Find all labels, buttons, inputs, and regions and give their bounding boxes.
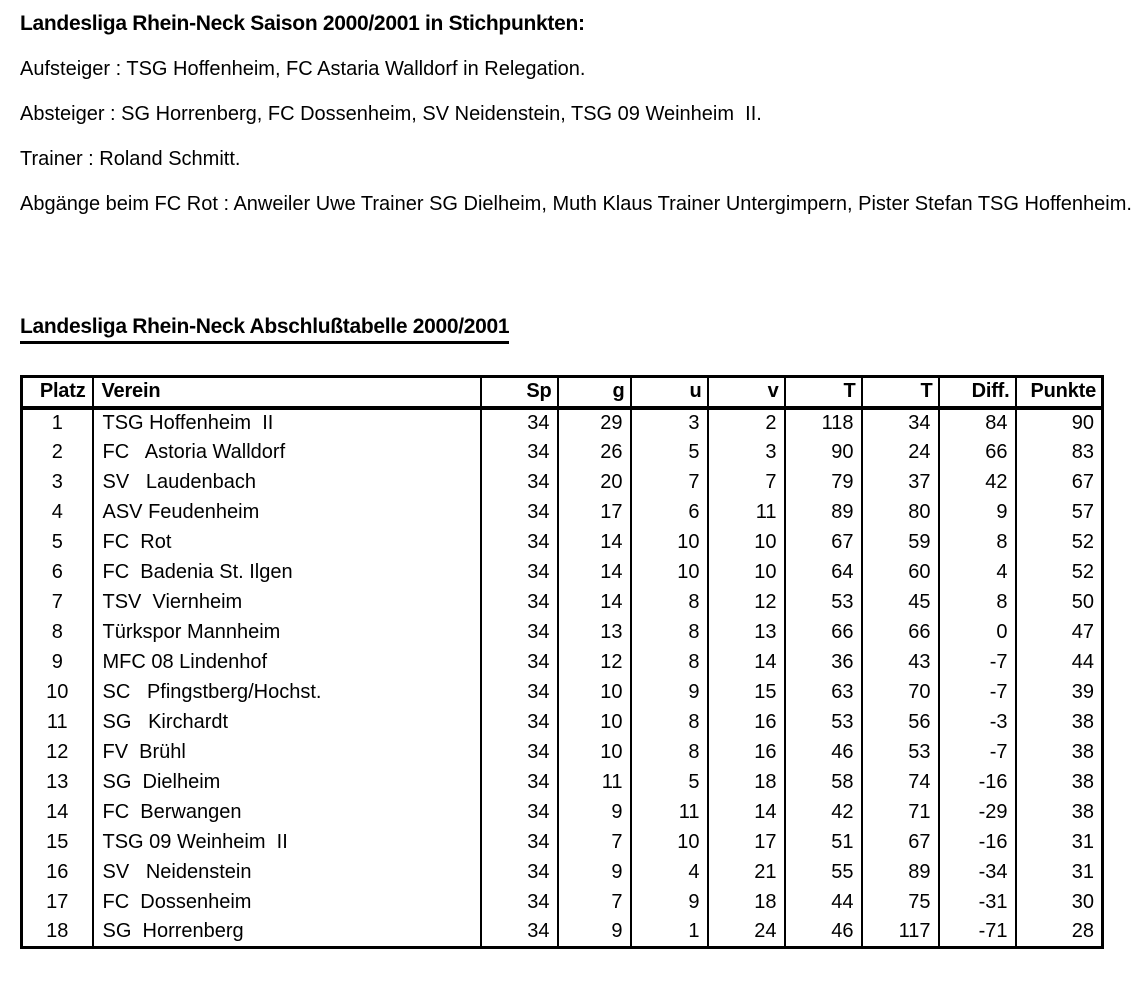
col-header-tore: T (785, 377, 862, 408)
cell-gegentore: 66 (862, 618, 939, 648)
cell-differenz: -16 (939, 828, 1016, 858)
cell-verloren: 16 (708, 738, 785, 768)
cell-unentschieden: 7 (631, 468, 708, 498)
cell-differenz: -29 (939, 798, 1016, 828)
cell-punkte: 67 (1016, 468, 1103, 498)
cell-differenz: -7 (939, 678, 1016, 708)
cell-platz: 16 (22, 858, 93, 888)
cell-verein: SG Horrenberg (93, 918, 481, 948)
cell-unentschieden: 5 (631, 768, 708, 798)
cell-punkte: 44 (1016, 648, 1103, 678)
cell-platz: 12 (22, 738, 93, 768)
table-row (22, 498, 1103, 528)
cell-verloren: 14 (708, 648, 785, 678)
cell-punkte: 50 (1016, 588, 1103, 618)
cell-verloren: 10 (708, 558, 785, 588)
cell-platz: 4 (22, 498, 93, 528)
table-row (22, 618, 1103, 648)
cell-gegentore: 60 (862, 558, 939, 588)
cell-verein: SG Kirchardt (93, 708, 481, 738)
cell-tore: 64 (785, 558, 862, 588)
cell-verloren: 14 (708, 798, 785, 828)
cell-verein: MFC 08 Lindenhof (93, 648, 481, 678)
cell-verloren: 10 (708, 528, 785, 558)
cell-spiele: 34 (481, 888, 558, 918)
cell-spiele: 34 (481, 468, 558, 498)
paragraph-absteiger: Absteiger : SG Horrenberg, FC Dossenheim, SV Neidenstein, TSG 09 Weinheim II. (20, 103, 762, 125)
cell-differenz: 84 (939, 408, 1016, 438)
table-row (22, 738, 1103, 768)
cell-verloren: 11 (708, 498, 785, 528)
cell-differenz: -3 (939, 708, 1016, 738)
cell-gegentore: 53 (862, 738, 939, 768)
table-row (22, 768, 1103, 798)
cell-spiele: 34 (481, 588, 558, 618)
col-header-verloren: v (708, 377, 785, 408)
cell-verloren: 24 (708, 918, 785, 948)
cell-gegentore: 56 (862, 708, 939, 738)
cell-gegentore: 59 (862, 528, 939, 558)
cell-gewonnen: 13 (558, 618, 631, 648)
cell-gewonnen: 14 (558, 558, 631, 588)
table-row (22, 558, 1103, 588)
cell-differenz: 0 (939, 618, 1016, 648)
cell-punkte: 31 (1016, 828, 1103, 858)
cell-differenz: -71 (939, 918, 1016, 948)
cell-unentschieden: 10 (631, 828, 708, 858)
cell-verein: FC Berwangen (93, 798, 481, 828)
cell-platz: 5 (22, 528, 93, 558)
cell-punkte: 30 (1016, 888, 1103, 918)
cell-verein: TSG 09 Weinheim II (93, 828, 481, 858)
cell-platz: 10 (22, 678, 93, 708)
cell-gegentore: 67 (862, 828, 939, 858)
table-row (22, 648, 1103, 678)
cell-gegentore: 75 (862, 888, 939, 918)
cell-platz: 13 (22, 768, 93, 798)
cell-unentschieden: 9 (631, 678, 708, 708)
cell-unentschieden: 5 (631, 438, 708, 468)
cell-unentschieden: 10 (631, 558, 708, 588)
cell-differenz: 8 (939, 528, 1016, 558)
cell-unentschieden: 4 (631, 858, 708, 888)
cell-spiele: 34 (481, 828, 558, 858)
cell-platz: 11 (22, 708, 93, 738)
cell-gewonnen: 9 (558, 858, 631, 888)
paragraph-abgaenge: Abgänge beim FC Rot : Anweiler Uwe Trainer SG Dielheim, Muth Klaus Trainer Untergimpern, Pister Stefan TSG Hoffenheim. (20, 193, 1132, 215)
cell-differenz: -7 (939, 738, 1016, 768)
cell-gewonnen: 10 (558, 708, 631, 738)
cell-verloren: 17 (708, 828, 785, 858)
cell-verloren: 7 (708, 468, 785, 498)
cell-spiele: 34 (481, 408, 558, 438)
cell-platz: 9 (22, 648, 93, 678)
cell-verloren: 16 (708, 708, 785, 738)
page-title: Landesliga Rhein-Neck Saison 2000/2001 in Stichpunkten: (20, 12, 585, 35)
cell-platz: 18 (22, 918, 93, 948)
table-row (22, 468, 1103, 498)
cell-tore: 44 (785, 888, 862, 918)
cell-gegentore: 80 (862, 498, 939, 528)
cell-differenz: 66 (939, 438, 1016, 468)
cell-tore: 89 (785, 498, 862, 528)
cell-gewonnen: 17 (558, 498, 631, 528)
cell-gewonnen: 26 (558, 438, 631, 468)
cell-unentschieden: 8 (631, 738, 708, 768)
cell-verein: FC Dossenheim (93, 888, 481, 918)
cell-verloren: 15 (708, 678, 785, 708)
cell-platz: 8 (22, 618, 93, 648)
cell-tore: 42 (785, 798, 862, 828)
cell-verein: FC Rot (93, 528, 481, 558)
cell-differenz: -7 (939, 648, 1016, 678)
table-row (22, 408, 1103, 438)
cell-tore: 58 (785, 768, 862, 798)
table-row (22, 918, 1103, 948)
cell-verein: SV Laudenbach (93, 468, 481, 498)
cell-spiele: 34 (481, 798, 558, 828)
table-row (22, 678, 1103, 708)
cell-verloren: 2 (708, 408, 785, 438)
cell-unentschieden: 6 (631, 498, 708, 528)
table-row (22, 798, 1103, 828)
table-row (22, 438, 1103, 468)
cell-gewonnen: 7 (558, 888, 631, 918)
paragraph-trainer: Trainer : Roland Schmitt. (20, 148, 241, 170)
cell-gewonnen: 20 (558, 468, 631, 498)
cell-gewonnen: 11 (558, 768, 631, 798)
cell-verein: SV Neidenstein (93, 858, 481, 888)
cell-verein: ASV Feudenheim (93, 498, 481, 528)
cell-gewonnen: 12 (558, 648, 631, 678)
cell-verloren: 12 (708, 588, 785, 618)
cell-gewonnen: 9 (558, 798, 631, 828)
col-header-unentschieden: u (631, 377, 708, 408)
table-row (22, 708, 1103, 738)
cell-platz: 1 (22, 408, 93, 438)
cell-gewonnen: 29 (558, 408, 631, 438)
table-row (22, 888, 1103, 918)
cell-punkte: 90 (1016, 408, 1103, 438)
cell-verein: FC Astoria Walldorf (93, 438, 481, 468)
cell-differenz: 4 (939, 558, 1016, 588)
col-header-gewonnen: g (558, 377, 631, 408)
cell-verein: Türkspor Mannheim (93, 618, 481, 648)
table-row (22, 858, 1103, 888)
cell-gegentore: 74 (862, 768, 939, 798)
cell-verein: FV Brühl (93, 738, 481, 768)
cell-punkte: 52 (1016, 558, 1103, 588)
cell-gegentore: 70 (862, 678, 939, 708)
cell-tore: 55 (785, 858, 862, 888)
cell-punkte: 47 (1016, 618, 1103, 648)
cell-platz: 6 (22, 558, 93, 588)
col-header-gegentore: T (862, 377, 939, 408)
cell-gegentore: 117 (862, 918, 939, 948)
cell-gewonnen: 10 (558, 678, 631, 708)
cell-gewonnen: 10 (558, 738, 631, 768)
table-title-text: Landesliga Rhein-Neck Abschlußtabelle 2000/2001 (20, 315, 509, 344)
cell-platz: 17 (22, 888, 93, 918)
col-header-verein: Verein (93, 377, 481, 408)
cell-spiele: 34 (481, 558, 558, 588)
cell-unentschieden: 11 (631, 798, 708, 828)
cell-spiele: 34 (481, 768, 558, 798)
cell-differenz: -31 (939, 888, 1016, 918)
cell-tore: 53 (785, 588, 862, 618)
cell-punkte: 52 (1016, 528, 1103, 558)
cell-gewonnen: 9 (558, 918, 631, 948)
cell-gegentore: 71 (862, 798, 939, 828)
cell-verloren: 3 (708, 438, 785, 468)
cell-punkte: 83 (1016, 438, 1103, 468)
paragraph-aufsteiger: Aufsteiger : TSG Hoffenheim, FC Astaria Walldorf in Relegation. (20, 58, 586, 80)
cell-punkte: 31 (1016, 858, 1103, 888)
col-header-spiele: Sp (481, 377, 558, 408)
cell-tore: 46 (785, 738, 862, 768)
cell-tore: 46 (785, 918, 862, 948)
cell-tore: 51 (785, 828, 862, 858)
cell-unentschieden: 8 (631, 618, 708, 648)
cell-platz: 2 (22, 438, 93, 468)
cell-spiele: 34 (481, 498, 558, 528)
cell-gegentore: 45 (862, 588, 939, 618)
cell-unentschieden: 1 (631, 918, 708, 948)
cell-gegentore: 34 (862, 408, 939, 438)
cell-verein: SC Pfingstberg/Hochst. (93, 678, 481, 708)
cell-spiele: 34 (481, 438, 558, 468)
cell-spiele: 34 (481, 918, 558, 948)
cell-gegentore: 24 (862, 438, 939, 468)
cell-punkte: 57 (1016, 498, 1103, 528)
cell-differenz: 8 (939, 588, 1016, 618)
cell-platz: 14 (22, 798, 93, 828)
table-row (22, 588, 1103, 618)
cell-punkte: 39 (1016, 678, 1103, 708)
cell-unentschieden: 8 (631, 648, 708, 678)
cell-punkte: 38 (1016, 708, 1103, 738)
cell-verein: TSG Hoffenheim II (93, 408, 481, 438)
cell-punkte: 28 (1016, 918, 1103, 948)
cell-platz: 3 (22, 468, 93, 498)
cell-spiele: 34 (481, 738, 558, 768)
cell-gegentore: 43 (862, 648, 939, 678)
cell-punkte: 38 (1016, 798, 1103, 828)
cell-verein: FC Badenia St. Ilgen (93, 558, 481, 588)
cell-unentschieden: 9 (631, 888, 708, 918)
table-title (20, 315, 1133, 344)
cell-differenz: -34 (939, 858, 1016, 888)
cell-tore: 63 (785, 678, 862, 708)
cell-verloren: 21 (708, 858, 785, 888)
cell-verein: SG Dielheim (93, 768, 481, 798)
cell-verloren: 18 (708, 888, 785, 918)
cell-differenz: 9 (939, 498, 1016, 528)
cell-spiele: 34 (481, 618, 558, 648)
league-table (20, 375, 1104, 949)
cell-platz: 7 (22, 588, 93, 618)
cell-spiele: 34 (481, 648, 558, 678)
cell-tore: 118 (785, 408, 862, 438)
table-row (22, 528, 1103, 558)
cell-platz: 15 (22, 828, 93, 858)
cell-differenz: 42 (939, 468, 1016, 498)
cell-tore: 66 (785, 618, 862, 648)
cell-verloren: 18 (708, 768, 785, 798)
table-row (22, 828, 1103, 858)
cell-unentschieden: 8 (631, 588, 708, 618)
col-header-differenz: Diff. (939, 377, 1016, 408)
cell-tore: 90 (785, 438, 862, 468)
cell-spiele: 34 (481, 678, 558, 708)
cell-differenz: -16 (939, 768, 1016, 798)
cell-punkte: 38 (1016, 768, 1103, 798)
table-header-row (22, 377, 1103, 408)
cell-tore: 36 (785, 648, 862, 678)
cell-gewonnen: 7 (558, 828, 631, 858)
cell-spiele: 34 (481, 858, 558, 888)
cell-gewonnen: 14 (558, 528, 631, 558)
cell-spiele: 34 (481, 708, 558, 738)
cell-unentschieden: 8 (631, 708, 708, 738)
cell-gewonnen: 14 (558, 588, 631, 618)
cell-tore: 53 (785, 708, 862, 738)
cell-gegentore: 37 (862, 468, 939, 498)
cell-punkte: 38 (1016, 738, 1103, 768)
cell-verloren: 13 (708, 618, 785, 648)
cell-verein: TSV Viernheim (93, 588, 481, 618)
cell-tore: 67 (785, 528, 862, 558)
cell-tore: 79 (785, 468, 862, 498)
cell-gegentore: 89 (862, 858, 939, 888)
col-header-platz: Platz (22, 377, 93, 408)
cell-spiele: 34 (481, 528, 558, 558)
cell-unentschieden: 10 (631, 528, 708, 558)
col-header-punkte: Punkte (1016, 377, 1103, 408)
cell-unentschieden: 3 (631, 408, 708, 438)
